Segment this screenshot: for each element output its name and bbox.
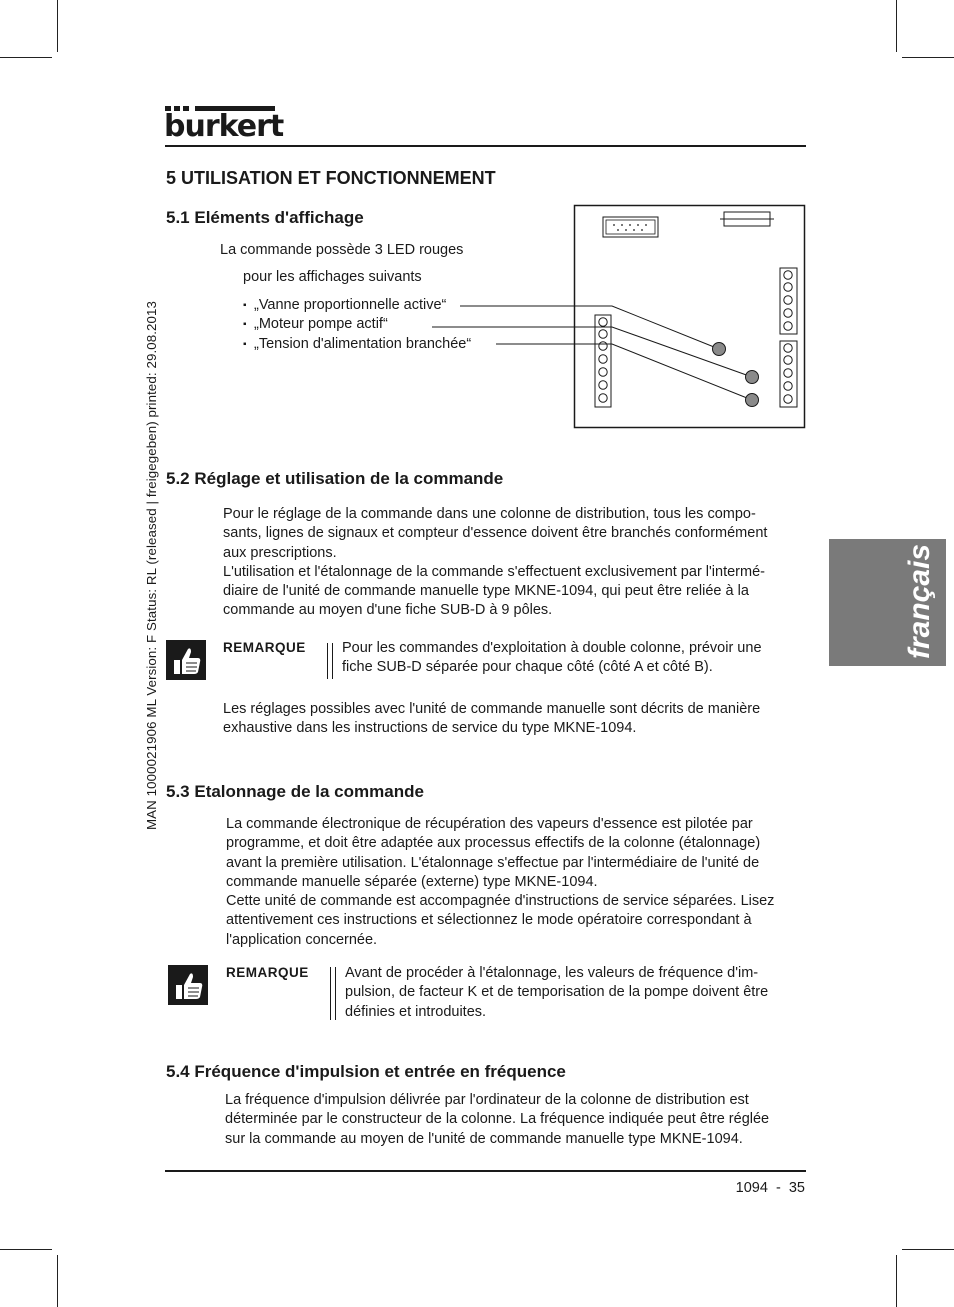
page-number: 1094 - 35 [735,1180,805,1196]
sub-d-connector [603,217,658,237]
text-line: Avant de procéder à l'étalonnage, les valeurs de fréquence d'im- [345,965,759,981]
s52-paragraph [223,505,767,621]
text-line: avant la première utilisation. L'étalonnage s'effectue par l'intermédiaire de l'unité de [226,854,760,871]
led-item: ▪ „Tension d'alimentation branchée“ [243,335,471,354]
text-line: Pour les commandes d'exploitation à double colonne, prévoir une [342,640,762,656]
note-divider [327,643,328,679]
led-tension [746,394,759,407]
s51-intro: La commande possède 3 LED rouges [220,242,464,258]
text-line: La fréquence d'impulsion délivrée par l'ordinateur de la colonne de distribution est [225,1092,749,1108]
text-line: fiche SUB-D séparée pour chaque côté (côté A et côté B). [342,659,713,676]
note-divider [332,643,333,679]
terminal-block-right-bottom [780,341,797,407]
terminal-block-left [595,315,611,407]
crop-mark [57,1255,58,1307]
board-outline [575,206,805,428]
text-line: définies et introduites. [345,1003,487,1020]
text-line: L'utilisation et l'étalonnage de la commande s'effectuent exclusivement par l'intermé- [223,563,765,580]
terminal-block-right-top [780,268,797,334]
logo-text: burkert [164,109,284,144]
text-line: sur la commande au moyen de l'unité de commande manuelle type MKNE-1094. [225,1130,743,1147]
text-line: l'application concernée. [226,931,378,948]
note-label: REMARQUE [226,965,309,980]
text-line: commande manuelle séparée (externe) type MKNE-1094. [226,873,598,890]
language-tab-label: français [903,543,936,659]
s51-intro2: pour les affichages suivants [243,269,422,285]
note-label: REMARQUE [223,640,306,655]
crop-mark [0,1249,52,1250]
text-line: attentivement ces instructions et sélectionnez le mode opératoire correspondant à [226,912,752,929]
led-item: ▪ „Vanne proportionnelle active“ [243,296,471,315]
text-line: aux prescriptions. [223,544,337,561]
subsection-title-5-3: 5.3 Etalonnage de la commande [166,782,424,801]
footer-rule [165,1170,806,1172]
s53-paragraph [226,815,774,950]
led-vanne [713,343,726,356]
language-tab [829,539,946,666]
section-title: 5 UTILISATION ET FONCTIONNEMENT [166,168,496,188]
text-line: Les réglages possibles avec l'unité de commande manuelle sont décrits de manière [223,701,761,717]
s54-paragraph [225,1091,769,1149]
thumbs-up-icon [168,965,208,1005]
crop-mark [896,1255,897,1307]
text-line: Cette unité de commande est accompagnée d'instructions de service séparées. Lisez [226,893,775,910]
led-leader-lines [432,306,752,400]
thumbs-up-icon [166,640,206,680]
subsection-title-5-4: 5.4 Fréquence d'impulsion et entrée en fréquence [166,1062,566,1081]
note-text [342,639,762,678]
subsection-title-5-1: 5.1 Eléments d'affichage [166,208,364,227]
document-side-note: MAN 1000021906 ML Version: F Status: RL (released | freigegeben) printed: 29.08.2013 [144,300,159,830]
text-line: pulsion, de facteur K et de temporisation de la pompe doivent être [345,984,769,1001]
text-line: programme, et doit être adaptée aux processus effectifs de la colonne (étalonnage) [226,835,761,852]
note-divider [335,967,336,1020]
led-moteur [746,371,759,384]
crop-mark [902,1249,954,1250]
s52-paragraph-2 [223,700,760,739]
subsection-title-5-2: 5.2 Réglage et utilisation de la commande [166,469,504,488]
led-item: ▪ „Moteur pompe actif“ [243,315,471,334]
note-divider [330,967,331,1020]
text-line: Pour le réglage de la commande dans une colonne de distribution, tous les compo- [223,506,756,522]
text-line: commande au moyen d'une fiche SUB-D à 9 pôles. [223,602,553,619]
board-diagram [0,0,954,440]
text-line: La commande électronique de récupération des vapeurs d'essence est pilotée par [226,816,753,832]
text-line: exhaustive dans les instructions de service du type MKNE-1094. [223,720,637,737]
note-text [345,964,768,1022]
text-line: sants, lignes de signaux et compteur d'essence doivent être branchés conformément [223,525,768,542]
led-indicators [713,343,759,407]
text-line: diaire de l'unité de commande manuelle type MKNE-1094, qui peut être reliée à la [223,583,749,600]
text-line: déterminée par le constructeur de la colonne. La fréquence indiquée peut être réglée [225,1111,770,1128]
fuse [720,212,774,226]
